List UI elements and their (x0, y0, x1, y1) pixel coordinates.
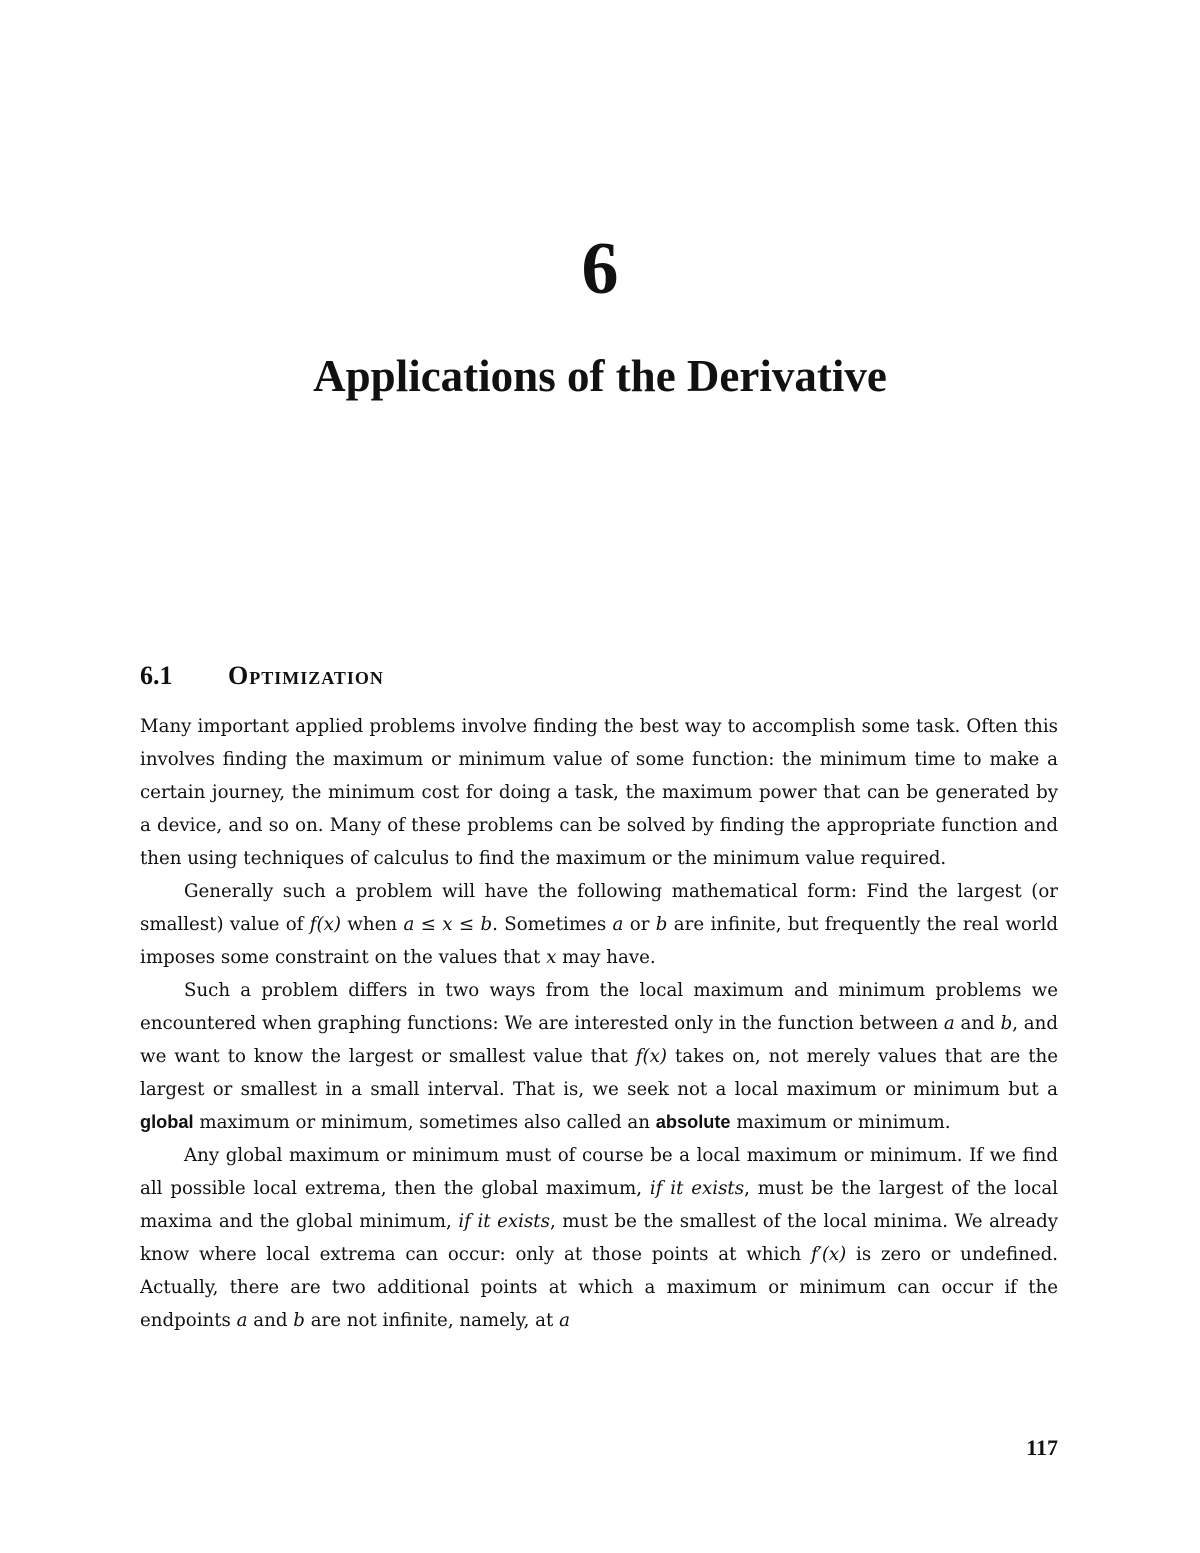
text-run: , and we want to know the largest or smallest value that (140, 1013, 1058, 1067)
emphasis: if it exists (458, 1211, 550, 1232)
text-run: when (340, 914, 404, 935)
text-run: Any global maximum or minimum must of course be a local maximum or minimum. If we find all possible local extrema, then the global maximum, (140, 1145, 1058, 1199)
math-a: a (612, 914, 624, 935)
text-run: is zero or undefined. Actually, there are two additional points at which a maximum or minimum can occur if the endpoints (140, 1244, 1059, 1331)
text-run: Such a problem differs in two ways from the local maximum and minimum problems we encountered when graphing functions: We are interested only in the function between (140, 980, 1058, 1034)
text-run: takes on, not merely values that are the largest or smallest in a small interval. That is, we seek not a local maximum or minimum but a (140, 1046, 1058, 1100)
paragraph-4 (140, 1139, 1058, 1337)
math-b: b (655, 914, 668, 935)
text-run: are infinite, but frequently the real world imposes some constraint on the values that (140, 914, 1058, 968)
math-fx: f(x) (309, 914, 341, 935)
chapter-title: Applications of the Derivative (313, 351, 887, 401)
text-run: and (247, 1310, 294, 1331)
section-number: 6.1 (140, 661, 173, 690)
text-run: or (623, 914, 656, 935)
paragraph-2 (140, 875, 1058, 974)
math-interval: a ≤ x ≤ b (403, 914, 493, 935)
term-global: global (140, 1112, 194, 1132)
text-run: maximum or minimum, sometimes also called an (193, 1112, 656, 1133)
emphasis: if it exists (649, 1178, 745, 1199)
text-run: and (954, 1013, 1001, 1034)
math-a: a (236, 1310, 248, 1331)
math-fx: f(x) (635, 1046, 668, 1067)
text-run: are not infinite, namely, at (304, 1310, 560, 1331)
text-run: , must be the largest of the local maxima and the global minimum, (140, 1178, 1058, 1232)
section-heading (140, 656, 1060, 696)
math-b: b (1000, 1013, 1013, 1034)
math-fprime: f′(x) (810, 1244, 847, 1265)
text-run: , must be the smallest of the local minima. We already know where local extrema can occur: only at those points at which (140, 1211, 1058, 1265)
text-run: . Sometimes (492, 914, 613, 935)
paragraph-3 (140, 974, 1058, 1139)
term-absolute: absolute (655, 1112, 731, 1132)
body-text (140, 710, 1058, 1337)
math-x: x (546, 947, 557, 968)
text-run: may have. (556, 947, 656, 968)
math-b: b (293, 1310, 305, 1331)
text-run: maximum or minimum. (730, 1112, 951, 1133)
text-run: Generally such a problem will have the following mathematical form: Find the largest (or smallest) value of (140, 881, 1058, 935)
math-a: a (559, 1310, 570, 1331)
page-number: 117 (1026, 1435, 1058, 1460)
math-a: a (943, 1013, 955, 1034)
chapter-number: 6 (581, 228, 619, 310)
section-title: Optimization (228, 661, 384, 690)
paragraph-1: Many important applied problems involve finding the best way to accomplish some task. Often this involves finding the maximum or minimum value of some function: the minimum time to make a certain journey, the minimum cost for doing a task, the maximum power that can be generated by a device, and so on. Many of these problems can be solved by finding the appropriate function and then using techniques of calculus to find the maximum or the minimum value required. (140, 716, 1058, 869)
